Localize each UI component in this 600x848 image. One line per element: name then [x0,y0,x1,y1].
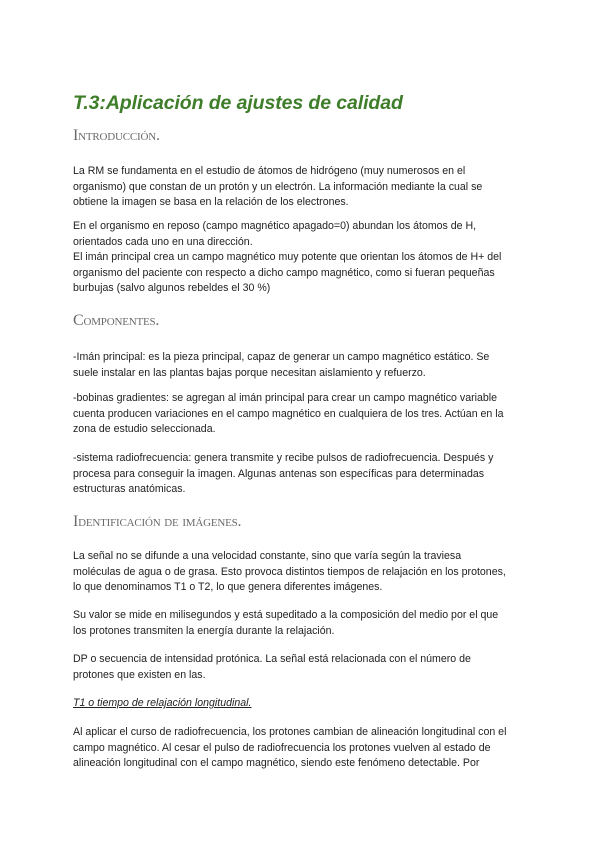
text-line: protones que existen en las. [73,668,206,681]
text-line: Al aplicar el curso de radiofrecuencia, los protones cambian de alineación longitudinal con el [73,726,507,738]
text-line: zona de estudio seleccionada. [73,423,216,435]
text-line: suele instalar en las plantas bajas porque necesitan aislamiento y refuerzo. [73,366,426,379]
text-line: alineación longitudinal con el campo magnético, siendo este fenómeno detectable. Por [73,757,480,769]
document-title: T.3:Aplicación de ajustes de calidad [73,92,403,114]
section-heading-identificacion: Identificación de imágenes. [73,513,242,530]
paragraph-components-3 [73,451,533,498]
paragraph-identification-4 [73,725,533,772]
section-heading-introduccion: Introducción. [73,127,160,144]
text-line: La RM se fundamenta en el estudio de átomos de hidrógeno (muy numerosos en el [73,165,466,177]
text-line: En el organismo en reposo (campo magnético apagado=0) abundan los átomos de H, [73,220,477,232]
paragraph-identification-1 [73,549,533,596]
paragraph-intro-2 [73,219,533,297]
text-line: moléculas de agua o de grasa. Esto provoca distintos tiempos de relajación en los protones, [73,565,506,578]
text-line: -bobinas gradientes: se agregan al imán principal para crear un campo magnético variable [73,392,497,404]
subheading-t1: T1 o tiempo de relajación longitudinal. [73,697,252,709]
text-line: organismo del paciente con respecto a dicho campo magnético, como si fueran pequeñas [73,266,495,279]
section-heading-componentes: Componentes. [73,312,160,329]
text-line: DP o secuencia de intensidad protónica. La señal está relacionada con el número de [73,653,471,665]
text-line: cuenta producen variaciones en el campo magnético en cualquiera de los tres. Actúan en la [73,407,504,420]
text-line: estructuras anatómicas. [73,483,186,495]
text-line: los protones transmiten la energía durante la relajación. [73,624,335,637]
text-line: campo magnético. Al cesar el pulso de radiofrecuencia los protones vuelven al estado de [73,741,491,754]
text-line: burbujas (salvo algunos rebeldes el 30 %) [73,282,271,294]
text-line: La señal no se difunde a una velocidad constante, sino que varía según la traviesa [73,550,462,562]
text-line: orientados cada uno en una dirección. [73,235,253,248]
text-line: lo que denominamos T1 o T2, lo que genera diferentes imágenes. [73,581,383,593]
paragraph-intro-1 [73,164,533,211]
text-line: obtiene la imagen se basa en la relación de los electrones. [73,196,349,208]
paragraph-identification-2 [73,608,533,639]
text-line: El imán principal crea un campo magnético muy potente que orientan los átomos de H+ del [73,251,502,263]
text-line: organismo) que constan de un protón y un electrón. La información mediante la cual se [73,180,483,193]
paragraph-components-1 [73,350,533,381]
text-line: Su valor se mide en milisegundos y está supeditado a la composición del medio por el que [73,609,499,621]
text-line: -sistema radiofrecuencia: genera transmite y recibe pulsos de radiofrecuencia. Después y [73,452,494,464]
paragraph-components-2 [73,391,533,438]
text-line: -Imán principal: es la pieza principal, capaz de generar un campo magnético estático. Se [73,351,490,363]
text-line: procesa para conseguir la imagen. Algunas antenas son específicas para determinadas [73,467,485,480]
paragraph-identification-3 [73,652,533,683]
